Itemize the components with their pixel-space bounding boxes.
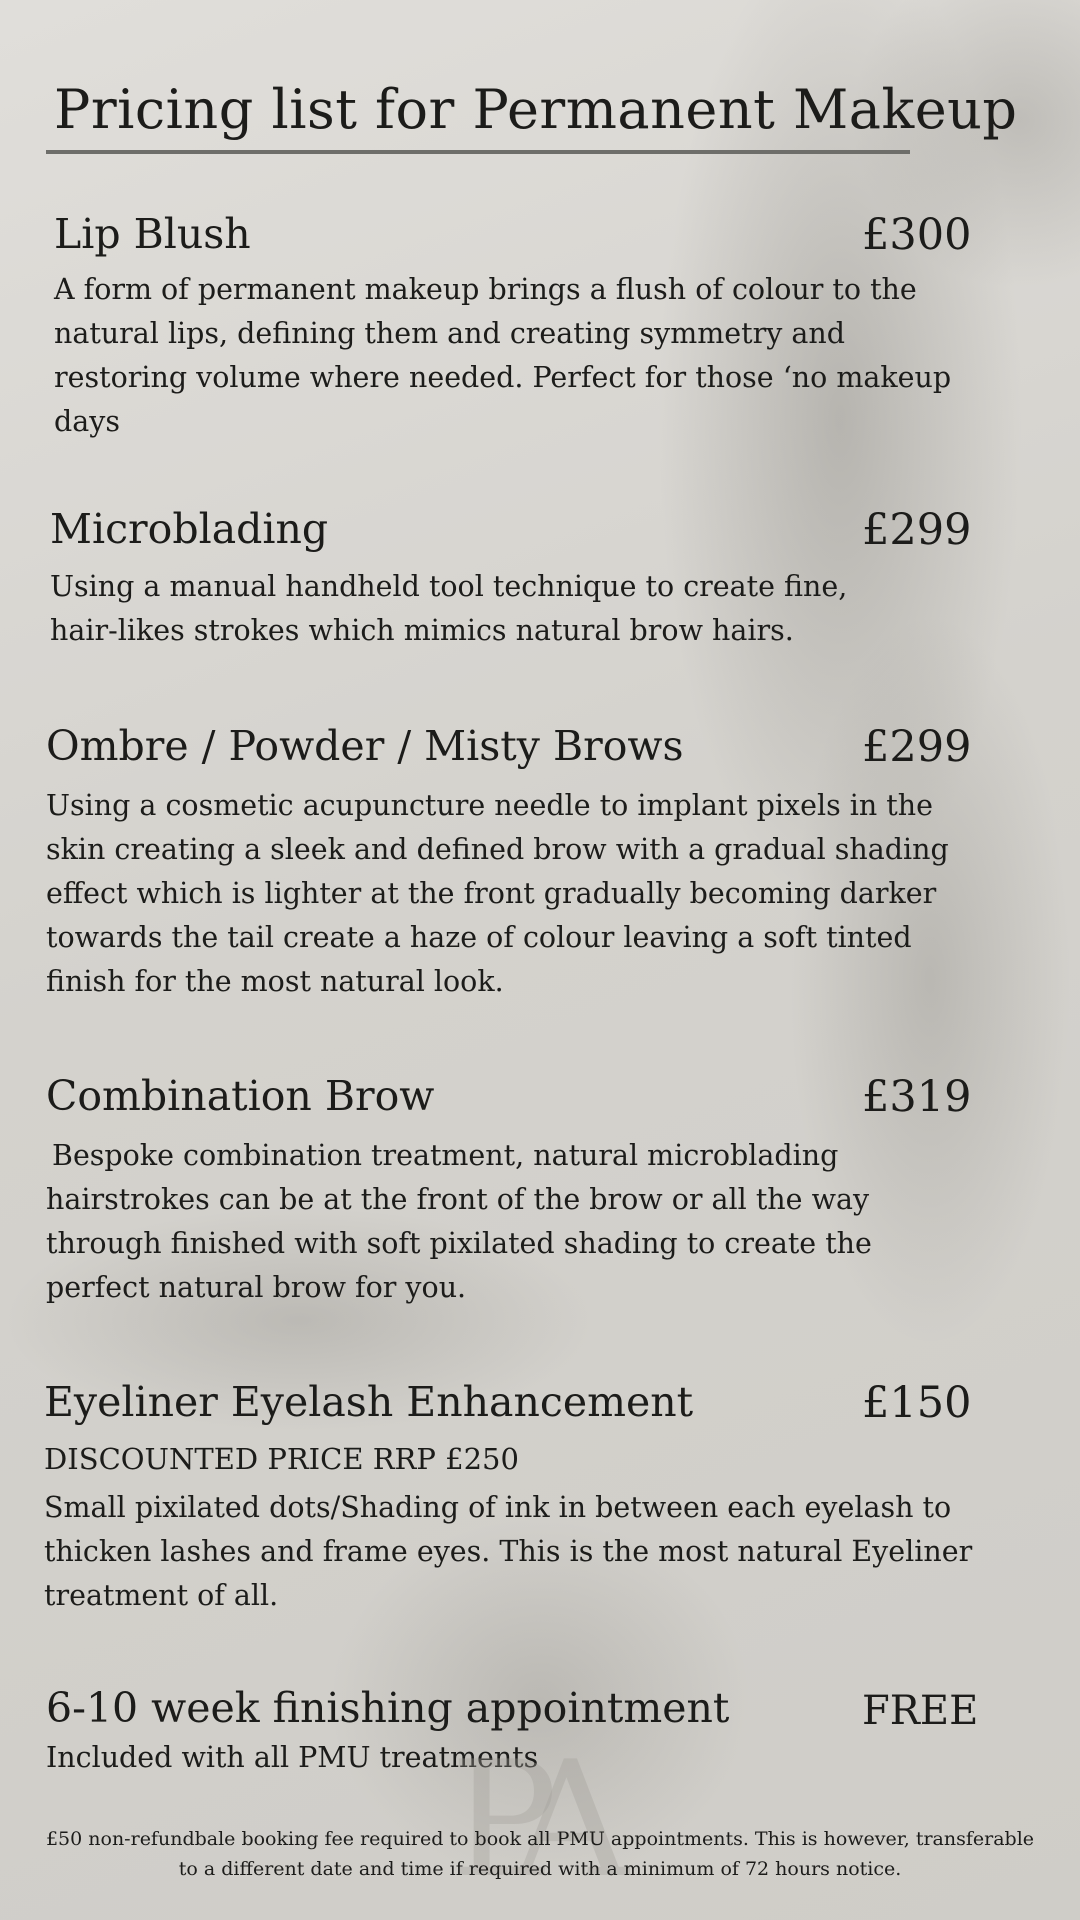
service-description: Small pixilated dots/Shading of ink in between each eyelash to thicken lashes and frame eyes. This is the most natural Eyeliner treatment of all.	[44, 1491, 973, 1612]
service-finishing-appointment	[46, 1684, 980, 1784]
service-description: Using a manual handheld tool technique to create fine, hair-likes strokes which mimics natural brow hairs.	[50, 570, 848, 647]
service-name: 6-10 week finishing appointment	[46, 1684, 730, 1732]
booking-fee-note: £50 non-refundbale booking fee required to book all PMU appointments. This is however, transferable to a different date and time if required with a minimum of 72 hours notice.	[45, 1828, 1035, 1880]
service-combination-brow	[46, 1072, 980, 1322]
service-ombre-brows	[46, 722, 980, 1012]
service-price: £299	[862, 505, 972, 555]
service-price: FREE	[862, 1688, 979, 1734]
service-price: £300	[862, 210, 972, 260]
service-lip-blush	[54, 210, 984, 450]
service-price: £299	[862, 722, 972, 772]
service-microblading	[50, 505, 980, 665]
monogram-watermark: PA	[450, 1726, 599, 1913]
discount-note: DISCOUNTED PRICE RRP £250	[44, 1442, 519, 1476]
service-name: Microblading	[50, 505, 329, 553]
service-description: Using a cosmetic acupuncture needle to implant pixels in the skin creating a sleek and defined brow with a gradual shading effect which is lighter at the front gradually becoming darker towards the tail create a haze of colour leaving a soft tinted finish for the most natural look.	[46, 789, 949, 998]
service-eyeliner-enhancement	[44, 1378, 980, 1628]
service-name: Ombre / Powder / Misty Brows	[46, 722, 684, 770]
service-description: Included with all PMU treatments	[46, 1741, 539, 1774]
title-divider	[46, 150, 910, 154]
service-description: Bespoke combination treatment, natural microblading hairstrokes can be at the front of the brow or all the way through finished with soft pixilated shading to create the perfect natural brow for you.	[46, 1139, 872, 1304]
page-title: Pricing list for Permanent Makeup	[54, 78, 1018, 141]
service-description: A form of permanent makeup brings a flush of colour to the natural lips, defining them and creating symmetry and restoring volume where needed. Perfect for those ‘no makeup days	[54, 273, 952, 438]
service-name: Eyeliner Eyelash Enhancement	[44, 1378, 694, 1426]
service-price: £150	[862, 1378, 972, 1428]
service-price: £319	[862, 1072, 972, 1122]
service-name: Combination Brow	[46, 1072, 435, 1120]
service-name: Lip Blush	[54, 210, 251, 258]
